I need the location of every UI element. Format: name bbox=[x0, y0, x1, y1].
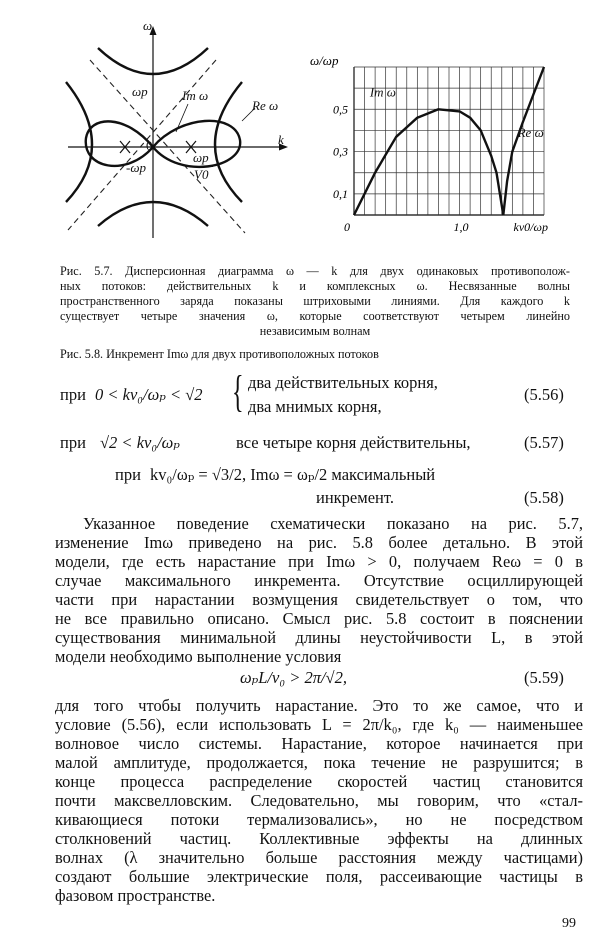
eq-5-58-number: (5.58) bbox=[524, 488, 564, 507]
minus-omega-p-label: -ωp bbox=[126, 160, 147, 175]
body-p2-line-4: малой амплитуде, продолжается, пока течение не разрушится; в bbox=[55, 753, 583, 772]
k-axis-label: k bbox=[278, 132, 284, 147]
eq-5-56-condition: 0 < kv₀/ωₚ < √2 bbox=[95, 385, 203, 404]
y-tick-label: 0,3 bbox=[333, 144, 348, 159]
caption-fig-5-8: Рис. 5.8. Инкремент Imω для двух противоположных потоков bbox=[60, 347, 379, 361]
body-p1-line-2: изменение Imω приведено на рис. 5.8 более детально. В этой bbox=[55, 533, 583, 552]
body-p2-line-8: столкновений частиц. Коллективные эффекты на длинных bbox=[55, 829, 583, 848]
body-p1-line-8: модели необходимо выполнение условия bbox=[55, 647, 342, 666]
body-p2-line-9: волнах (λ значительно больше расстояния между частицами) bbox=[55, 848, 583, 867]
caption-fig-5-7-line-1: Рис. 5.7. Дисперсионная диаграмма ω — k для двух одинаковых противополож- bbox=[60, 264, 570, 278]
re-omega-curve bbox=[503, 67, 544, 215]
caption-fig-5-7-line-2: ных потоков: действительных k и комплексных ω. Несвязанные волны bbox=[60, 279, 570, 293]
body-p2-line-7: кивающиеся потоки термализовались», но не посредством bbox=[55, 810, 583, 829]
body-p1-line-7: существования минимальной длины неустойчивости L, в этой bbox=[55, 628, 583, 647]
eq-5-58-continuation: инкремент. bbox=[316, 488, 394, 507]
im-omega-label: Im ω bbox=[182, 88, 209, 103]
re-omega-right bbox=[215, 82, 242, 202]
origin-label: 0 bbox=[146, 138, 153, 153]
y-tick-label: 0,5 bbox=[333, 102, 348, 117]
eq-5-56-pre: при bbox=[60, 385, 86, 404]
omega-p-label: ωp bbox=[132, 84, 148, 99]
body-p2-line-11: фазовом пространстве. bbox=[55, 886, 216, 905]
caption-fig-5-7-line-5: независимым волнам bbox=[259, 324, 371, 338]
body-p2-line-6: почти максвелловским. Следовательно, мы говорим, что «стал- bbox=[55, 791, 583, 810]
eq-5-56-number: (5.56) bbox=[524, 385, 564, 404]
re-omega-left bbox=[66, 82, 92, 202]
re-omega-series-label: Re ω bbox=[517, 124, 544, 140]
eq-5-58-text: kv₀/ωₚ = √3/2, Imω = ωₚ/2 максимальный bbox=[150, 465, 436, 484]
body-p2-line-2: условие (5.56), если использовать L = 2π/k₀, где k₀ — наименьшее bbox=[55, 715, 583, 734]
eq-5-59-number: (5.59) bbox=[524, 668, 564, 687]
body-p1-line-3: модели, где есть нарастание при Imω > 0, получаем Reω = 0 в bbox=[55, 552, 583, 571]
figure-5-7 bbox=[60, 20, 310, 245]
omega-axis-label: ω bbox=[143, 18, 153, 33]
body-p2-line-5: конце процесса распределение скоростей частиц становится bbox=[55, 772, 583, 791]
eq-5-57-number: (5.57) bbox=[524, 433, 564, 452]
eq-5-57-text: все четыре корня действительны, bbox=[236, 433, 471, 452]
eq-5-58-pre: при bbox=[115, 465, 141, 484]
eq-5-56-case-a: два действительных корня, bbox=[248, 373, 438, 392]
y-axis-label: ω/ωp bbox=[310, 55, 339, 68]
x-axis-label: kv0/ωp bbox=[513, 220, 548, 234]
dispersion-diagram bbox=[60, 20, 310, 245]
body-p2-line-10: создают большие электрические поля, рассеивающие частицы в bbox=[55, 867, 583, 886]
caption-fig-5-7-line-3: пространственного заряда показаны штриховыми линиями. Для каждого k bbox=[60, 294, 570, 308]
im-leader bbox=[176, 104, 188, 132]
x-tick-label: 1,0 bbox=[453, 220, 469, 234]
eq-5-57-pre: при bbox=[60, 433, 86, 452]
page-number: 99 bbox=[562, 916, 576, 931]
re-omega-label: Re ω bbox=[252, 98, 279, 113]
body-p1-line-4: случае максимального инкремента. Отсутствие осциллирующей bbox=[55, 571, 583, 590]
x-tick-label: 0 bbox=[344, 220, 350, 234]
body-p2-line-1: для того чтобы получить нарастание. Это то же самое, что и bbox=[55, 696, 583, 715]
eq-5-56-case-b: два мнимых корня, bbox=[248, 397, 382, 416]
eq-5-59: ωₚL/v₀ > 2π/√2, bbox=[240, 668, 347, 687]
y-tick-label: 0,1 bbox=[333, 186, 348, 201]
body-p1-line-1: Указанное поведение схематически показано на рис. 5.7, bbox=[83, 514, 583, 533]
body-p1-line-5: части при нарастании возмущения свидетельствует о том, что bbox=[55, 590, 583, 609]
eq-5-57-condition: √2 < kv₀/ωₚ bbox=[100, 433, 180, 452]
slope-denominator: V0 bbox=[194, 167, 209, 182]
caption-fig-5-7-line-4: существует четыре значения ω, которые соответствуют четырем линейно bbox=[60, 309, 570, 323]
body-p2-line-3: волновое число системы. Нарастание, которое начинается при bbox=[55, 734, 583, 753]
body-p1-line-6: не все правильно описано. Смысл рис. 5.8 состоит в пояснении bbox=[55, 609, 583, 628]
figure-5-8 bbox=[308, 55, 578, 245]
increment-chart bbox=[308, 55, 578, 245]
slope-numerator: ωp bbox=[193, 150, 209, 165]
eq-5-56-brace: { bbox=[232, 367, 244, 416]
im-omega-series-label: Im ω bbox=[369, 84, 396, 100]
